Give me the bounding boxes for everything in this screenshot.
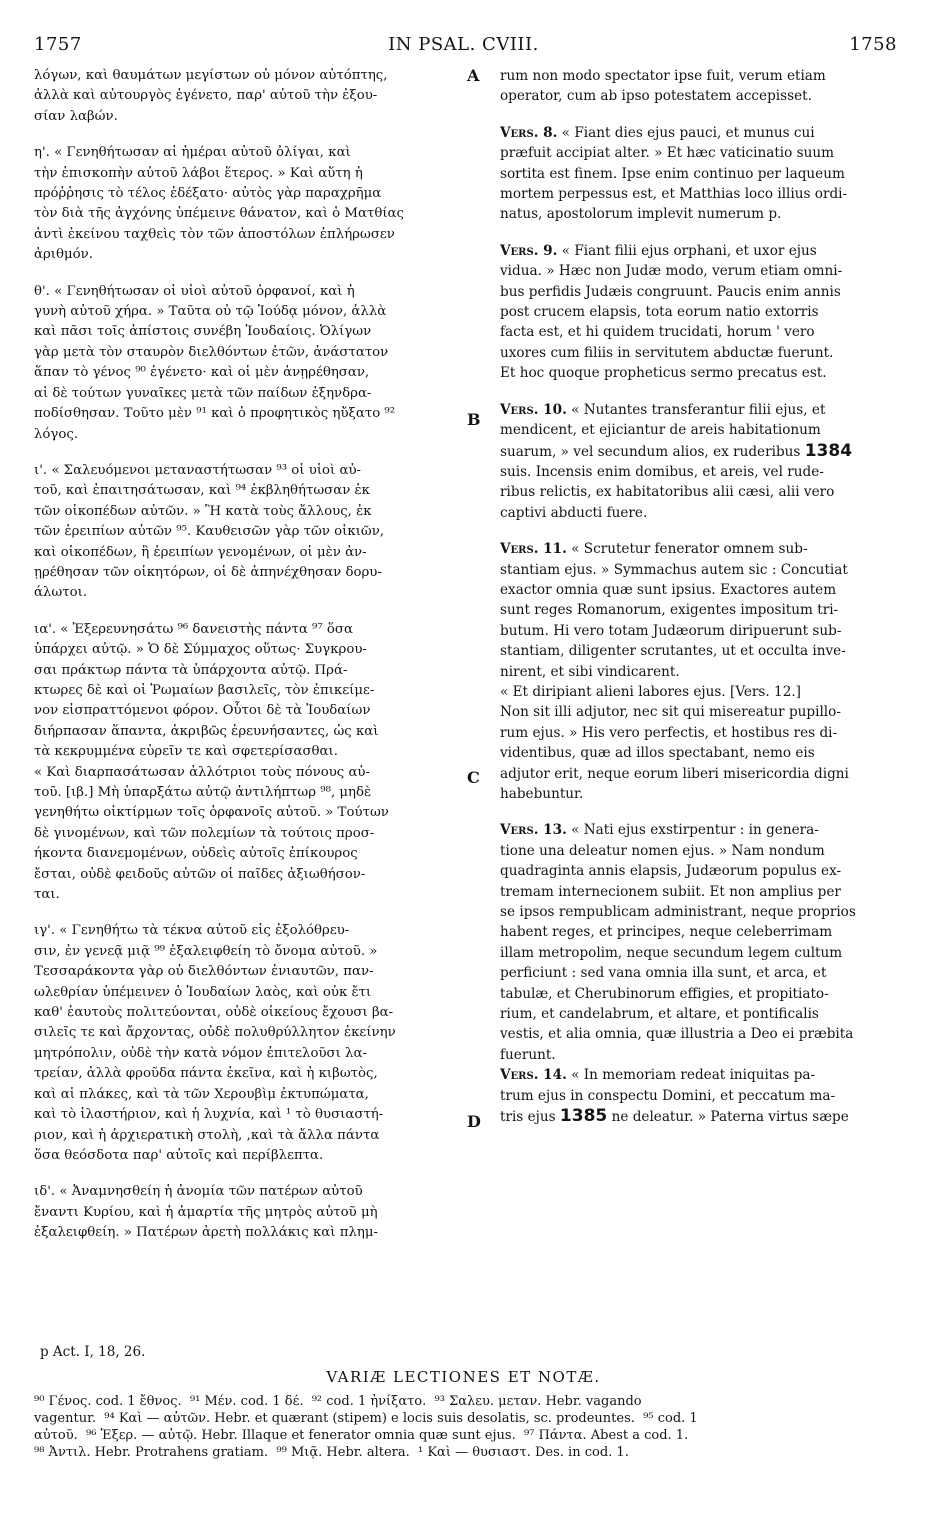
greek-line: γυνὴ αὐτοῦ χήρα. » Ταῦτα οὐ τῷ Ἰούδᾳ μόνον, ἀλλὰ <box>34 304 387 320</box>
latin-line: se ipsos rempublicam administrant, neque proprios <box>500 904 856 921</box>
greek-line: σιλεῖς τε καὶ ἄρχοντας, οὐδὲ πολυθρύλλητον ἐκείνην <box>34 1025 396 1041</box>
greek-line: σαι πράκτωρ πάντα τὰ ὑπάρχοντα αὐτῷ. Πρά- <box>34 662 348 678</box>
latin-line: rum ejus. » His vero perfectis, et hostibus res di- <box>500 724 838 741</box>
greek-column <box>34 66 464 1244</box>
running-title: IN PSAL. CVIII. <box>388 34 539 55</box>
verse-label: Vers. 14. <box>500 1067 567 1084</box>
greek-line: πρόῤῥησις τὸ τέλος ἐδέξατο· αὐτὸς γὰρ παραχρῆμα <box>34 186 382 202</box>
latin-line: fuerunt. <box>500 1046 556 1063</box>
latin-line: uxores cum filiis in servitutem abductæ fuerunt. <box>500 344 834 361</box>
greek-line: σιν, ἐν γενεᾷ μιᾷ ⁹⁹ ἐξαλειφθείη τὸ ὄνομα αὐτοῦ. » <box>34 943 378 959</box>
greek-line: ὅσα θεόσδοτα παρ' αὐτοῖς καὶ περίβλεπτα. <box>34 1147 324 1163</box>
latin-line: « Et diripiant alieni labores ejus. [Vers. 12.] <box>500 683 801 700</box>
greek-line: ἀλλὰ καὶ αὐτουργὸς ἐγένετο, παρ' αὐτοῦ τὴν ἐξου- <box>34 88 378 104</box>
latin-line: perficiunt : sed vana omnia illa sunt, et arca, et <box>500 965 827 982</box>
margin-letter-c: C <box>467 768 480 787</box>
greek-line: τρείαν, ἀλλὰ φροῦδα πάντα ἐκεῖνα, καὶ ἡ κιβωτὸς, <box>34 1066 378 1082</box>
latin-line: stantiam ejus. » Symmachus autem sic : Concutiat <box>500 561 848 578</box>
latin-line: sortita est finem. Ipse enim continuo per laqueum <box>500 165 845 182</box>
latin-line: ribus relictis, ex habitatoribus alii cæsi, alii vero <box>500 484 835 501</box>
footnote-line: vagentur. ⁹⁴ Καὶ — αὐτῶν. Hebr. et quærant (stipem) e locis suis desolatis, sc. prodeuntes. ⁹⁵ cod. 1 <box>34 1411 698 1426</box>
greek-line: καθ' ἑαυτοὺς πολιτεύονται, οὐδὲ οἰκείους ἔχουσι βα- <box>34 1005 394 1021</box>
greek-line: ται. <box>34 887 60 903</box>
verse-11-line: Vers. 11. « Scrutetur fenerator omnem sub- <box>500 541 808 558</box>
greek-line: άλωτοι. <box>34 585 88 601</box>
greek-line: τοῦ, καὶ ἐπαιτησάτωσαν, καὶ ⁹⁴ ἐκβληθήτωσαν ἐκ <box>34 483 370 499</box>
latin-line: bus perfidis Judæis congruunt. Paucis enim annis <box>500 283 841 300</box>
greek-line: ἔσται, οὐδὲ φειδοῦς αὐτῶν οἱ παῖδες ἀξιωθήσον- <box>34 866 366 882</box>
footnote-line: αὐτοῦ. ⁹⁶ Ἐξερ. — αὐτῷ. Hebr. Illaque et fenerator omnia quæ sunt ejus. ⁹⁷ Πάντα. Abest a cod. 1. <box>34 1428 689 1443</box>
latin-line: habebuntur. <box>500 786 584 802</box>
greek-line: ὑπάρχει αὐτῷ. » Ὁ δὲ Σύμμαχος οὕτως· Συγκρου- <box>34 642 367 658</box>
greek-line: μητρόπολιν, οὐδὲ τὴν κατὰ νόμον ἐπιτελοῦσι λα- <box>34 1045 367 1061</box>
latin-line: nirent, et sibi vindicarent. <box>500 663 680 680</box>
latin-line: butum. Hi vero totam Judæorum diripuerunt sub- <box>500 622 842 639</box>
greek-line: « Καὶ διαρπασάτωσαν ἀλλότριοι τοὺς πόνους αὐ- <box>34 764 371 780</box>
latin-column <box>500 66 901 1128</box>
footnote-line: ⁹⁰ Γένος. cod. 1 ἔθνος. ⁹¹ Μέν. cod. 1 δέ. ⁹² cod. 1 ἠνίξατο. ⁹³ Σαλευ. μεταν. Hebr. vagando <box>34 1394 642 1409</box>
greek-line: τὰ κεκρυμμένα εὑρεῖν τε καὶ σφετερίσασθαι. <box>34 744 338 760</box>
page-number-right: 1758 <box>849 34 897 55</box>
greek-line: ια'. « Ἐξερευνησάτω ⁹⁶ δανειστὴς πάντα ⁹⁷ ὅσα <box>34 621 353 637</box>
verse-13-line: Vers. 13. « Nati ejus exstirpentur : in genera- <box>500 822 819 839</box>
latin-line: habent reges, et principes, neque celeberrimam <box>500 924 833 941</box>
verse-label: Vers. 10. <box>500 401 567 418</box>
greek-line: λόγων, καὶ θαυμάτων μεγίστων οὐ μόνον αὐτόπτης, <box>34 68 388 83</box>
latin-line: mortem perpessus est, et Matthias loco illius ordi- <box>500 186 848 203</box>
greek-line: τῶν ἐρειπίων αὐτῶν ⁹⁵. Καυθεισῶν γὰρ τῶν οἰκιῶν, <box>34 524 385 540</box>
latin-line: rum non modo spectator ipse fuit, verum etiam <box>500 68 826 84</box>
latin-line: videntibus, quæ ad illos spectabant, nemo eis <box>500 745 815 762</box>
latin-line: Et hoc quoque propheticus sermo precatus est. <box>500 365 827 382</box>
greek-line: ποδίσθησαν. Τοῦτο μὲν ⁹¹ καὶ ὁ προφητικὸς ηὔξατο ⁹² <box>34 406 396 422</box>
verse-label: Vers. 8. <box>500 124 558 141</box>
margin-letter-b: B <box>467 410 481 429</box>
greek-line: ἀντὶ ἐκείνου ταχθεὶς τὸν τῶν ἀποστόλων ἐπλήρωσεν <box>34 226 395 242</box>
verse-14-line: Vers. 14. « In memoriam redeat iniquitas pa- <box>500 1067 816 1084</box>
latin-line: natus, apostolorum implevit numerum p. <box>500 206 782 223</box>
greek-line: ἅπαν τὸ γένος ⁹⁰ ἐγένετο· καὶ οἱ μὲν ἀνῃρέθησαν, <box>34 365 370 381</box>
latin-line: operator, cum ab ipso potestatem accepisset. <box>500 88 812 105</box>
latin-line: stantiam, diligenter scrutantes, ut et occulta inve- <box>500 643 846 660</box>
latin-line: tremam internecionem subiit. Et non amplius per <box>500 883 841 900</box>
greek-line: ιδ'. « Ἀναμνησθείη ἡ ἀνομία τῶν πατέρων αὐτοῦ <box>34 1184 363 1200</box>
greek-line: γενηθήτω οἰκτίρμων τοῖς ὀρφανοῖς αὐτοῦ. » Τούτων <box>34 805 389 821</box>
latin-line: præfuit accipiat alter. » Et hæc vaticinatio suum <box>500 145 835 162</box>
greek-line: γὰρ μετὰ τὸν σταυρὸν διελθόντων ἐτῶν, ἀνάστατον <box>34 344 389 360</box>
verse-label: Vers. 9. <box>500 242 558 259</box>
footnotes-block <box>34 1393 909 1461</box>
greek-line: τοῦ. [ιβ.] Μὴ ὑπαρξάτω αὐτῷ ἀντιλήπτωρ ⁹⁸, μηδὲ <box>34 785 372 800</box>
greek-line: τὸν διὰ τῆς ἀγχόνης ὑπέμεινε θάνατον, καὶ ὁ Ματθίας <box>34 206 404 222</box>
latin-line: quadraginta annis elapsis, Judæorum populus ex- <box>500 863 842 880</box>
margin-letter-a: A <box>467 66 480 85</box>
greek-line: κτωρες δὲ καὶ οἱ Ῥωμαίων βασιλεῖς, τὸν ἐπικείμε- <box>34 682 375 698</box>
latin-line: mendicent, et ejiciantur de areis habitationum <box>500 422 821 439</box>
latin-line: tabulæ, et Cherubinorum effigies, et propitiato- <box>500 985 829 1002</box>
latin-line: suarum, » vel secundum alios, ex ruderibus 1384 <box>500 440 853 461</box>
greek-line: τῶν οἰκοπέδων αὐτῶν. » Ἢ κατὰ τοὺς ἄλλους, ἐκ <box>34 503 372 519</box>
latin-line: suis. Incensis enim domibus, et areis, vel rude- <box>500 463 824 480</box>
greek-line: καὶ πᾶσι τοῖς ἀπίστοις συνέβη Ἰουδαίοις. Ὀλίγων <box>34 324 372 340</box>
reference-note: p Act. I, 18, 26. <box>40 1344 146 1360</box>
greek-line: διήρπασαν ἅπαντα, ἀκριβῶς ἐρευνήσαντες, ὡς καὶ <box>34 723 379 739</box>
latin-line: illam metropolim, neque secundum legem cultum <box>500 944 843 961</box>
greek-line: καὶ αἱ πλάκες, καὶ τὰ τῶν Χερουβὶμ ἐκτυπώματα, <box>34 1086 369 1102</box>
greek-line: ιγ'. « Γενηθήτω τὰ τέκνα αὐτοῦ εἰς ἐξολόθρευ- <box>34 923 350 939</box>
latin-line: Non sit illi adjutor, nec sit qui misereatur pupillo- <box>500 704 841 721</box>
margin-letter-d: D <box>467 1112 481 1131</box>
verse-9-line: Vers. 9. « Fiant filii ejus orphani, et uxor ejus <box>500 242 817 259</box>
column-number: 1384 <box>804 440 853 461</box>
verse-8-line: Vers. 8. « Fiant dies ejus pauci, et munus cui <box>500 124 815 141</box>
latin-line: tione una deleatur nomen ejus. » Nam nondum <box>500 842 825 859</box>
greek-line: ήκοντα διανεμομένων, οὐδεὶς αὐτοῖς ἐπίκουρος <box>34 846 358 862</box>
latin-line: sunt reges Romanorum, exigentes impositum tri- <box>500 602 839 619</box>
variae-lectiones-title: VARIÆ LECTIONES ET NOTÆ. <box>326 1368 601 1386</box>
greek-line: καὶ τὸ ἱλαστήριον, καὶ ἡ λυχνία, καὶ ¹ τὸ θυσιαστή- <box>34 1107 384 1123</box>
greek-line: δὲ γινομένων, καὶ τῶν πολεμίων τὰ τούτοις προσ- <box>34 825 375 841</box>
greek-line: αἱ δὲ τούτων γυναῖκες μετὰ τῶν παίδων ἐξηνδρα- <box>34 385 372 401</box>
greek-line: ἐξαλειφθείη. » Πατέρων ἀρετὴ πολλάκις καὶ πλημ- <box>34 1225 378 1241</box>
verse-10-line: Vers. 10. « Nutantes transferantur filii ejus, et <box>500 401 826 418</box>
greek-line: θ'. « Γενηθήτωσαν οἱ υἱοὶ αὐτοῦ ὀρφανοί, καὶ ἡ <box>34 283 355 299</box>
greek-line: ι'. « Σαλευόμενοι μεταναστήτωσαν ⁹³ οἱ υἱοὶ αὐ- <box>34 462 362 478</box>
latin-line: rium, et candelabrum, et altare, et pontificalis <box>500 1006 819 1023</box>
latin-line: facta est, et hi quidem trucidati, horum ' vero <box>500 324 815 341</box>
verse-label: Vers. 11. <box>500 541 567 558</box>
page-number-left: 1757 <box>34 34 82 55</box>
latin-line: tris ejus 1385 ne deleatur. » Paterna virtus sæpe <box>500 1106 849 1127</box>
latin-line: post crucem elapsis, tota eorum natio extorris <box>500 304 819 321</box>
footnote-line: ⁹⁸ Ἀντιλ. Hebr. Protrahens gratiam. ⁹⁹ Μιᾷ. Hebr. altera. ¹ Καὶ — θυσιαστ. Des. in cod. 1. <box>34 1445 629 1460</box>
latin-line: adjutor erit, neque eorum liberi misericordia digni <box>500 765 849 782</box>
greek-line: Τεσσαράκοντα γὰρ οὐ διελθόντων ἐνιαυτῶν, παν- <box>34 964 374 980</box>
latin-line: exactor omnia quæ sunt ipsius. Exactores autem <box>500 581 837 598</box>
latin-line: trum ejus in conspectu Domini, et peccatum ma- <box>500 1087 836 1104</box>
greek-line: ἀριθμόν. <box>34 247 93 263</box>
greek-line: ριον, καὶ ἡ ἀρχιερατικὴ στολὴ, ,καὶ τὰ ἄλλα πάντα <box>34 1127 380 1143</box>
column-number: 1385 <box>559 1106 608 1127</box>
greek-line: νον εἰσπραττόμενοι φόρον. Οὗτοι δὲ τὰ Ἰουδαίων <box>34 703 371 719</box>
greek-line: ἔναντι Κυρίου, καὶ ἡ ἁμαρτία τῆς μητρὸς αὐτοῦ μὴ <box>34 1204 378 1220</box>
greek-line: καὶ οἰκοπέδων, ἢ ἐρειπίων γενομένων, οἱ μὲν ἀν- <box>34 544 367 560</box>
greek-line: σίαν λαβών. <box>34 108 118 124</box>
latin-line: vestis, et alia omnia, quæ illustria a Deo ei præbita <box>500 1026 854 1043</box>
greek-line: ωλεθρίαν ὑπέμεινεν ὁ Ἰουδαίων λαὸς, καὶ οὐκ ἔτι <box>34 984 372 1000</box>
greek-line: τὴν ἐπισκοπὴν αὐτοῦ λάβοι ἕτερος. » Καὶ αὕτη ἡ <box>34 165 363 181</box>
latin-line: captivi abducti fuere. <box>500 504 648 521</box>
greek-line: η'. « Γενηθήτωσαν αἱ ἡμέραι αὐτοῦ ὀλίγαι, καὶ <box>34 145 351 161</box>
greek-line: λόγος. <box>34 426 79 442</box>
greek-line: ῃρέθησαν τῶν οἰκητόρων, οἱ δὲ ἀπηνέχθησαν δορυ- <box>34 564 382 580</box>
latin-line: vidua. » Hæc non Judæ modo, verum etiam omni- <box>500 263 843 280</box>
verse-label: Vers. 13. <box>500 822 567 839</box>
